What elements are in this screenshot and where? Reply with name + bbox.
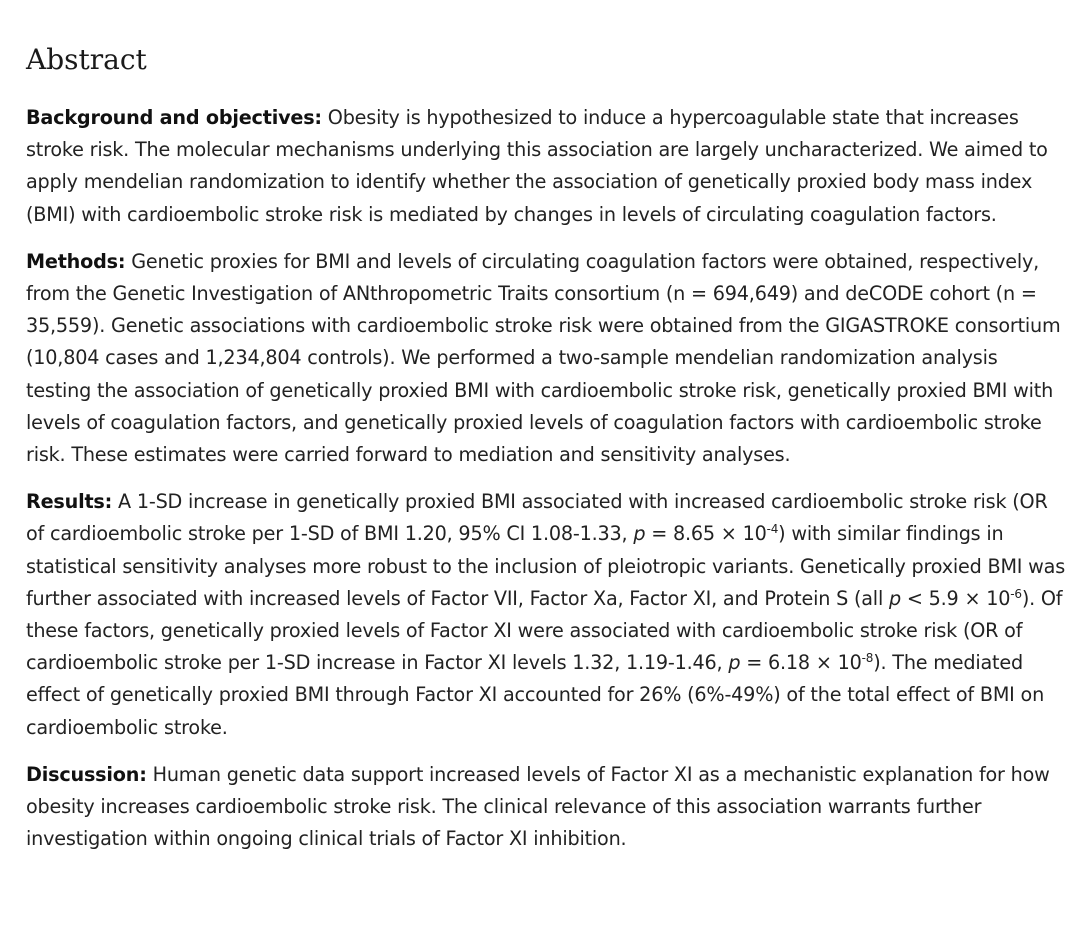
results-text-7: ). The mediated effect of genetically proxied BMI through Factor XI accounted for 26% (6%-49%) of the total effect of BMI on cardioembolic stroke. xyxy=(26,651,1045,739)
p-value-symbol-3: p xyxy=(728,651,741,675)
discussion-label: Discussion: xyxy=(26,762,147,786)
exponent-3: -8 xyxy=(861,651,874,666)
results-text-2: = 8.65 × 10 xyxy=(645,522,767,546)
background-label: Background and objectives: xyxy=(26,106,322,129)
background-paragraph xyxy=(26,102,1066,231)
p-value-symbol-1: p xyxy=(633,522,646,546)
exponent-2: -6 xyxy=(1010,586,1022,601)
abstract-section xyxy=(26,40,1066,870)
exponent-1: -4 xyxy=(766,522,779,537)
results-text-5: ). Of these factors, genetically proxied levels of Factor XI were associated with cardioembolic stroke risk (OR of cardioembolic stroke per 1-SD increase in Factor XI levels 1.32, 1.19-1.46, xyxy=(26,586,1063,675)
abstract-heading: Abstract xyxy=(26,43,147,76)
results-text-1: A 1-SD increase in genetically proxied BMI associated with increased cardioembolic stroke risk (OR of cardioembolic stroke per 1-SD of BMI 1.20, 95% CI 1.08-1.33, xyxy=(26,490,1048,546)
discussion-text: Human genetic data support increased levels of Factor XI as a mechanistic explanation for how obesity increases cardioembolic stroke risk. The clinical relevance of this association warrants further investigation within ongoing clinical trials of Factor XI inhibition. xyxy=(26,762,1050,851)
p-value-symbol-2: p xyxy=(888,586,901,610)
results-text-6: = 6.18 × 10 xyxy=(740,651,862,675)
results-paragraph xyxy=(26,486,1066,744)
methods-text: Genetic proxies for BMI and levels of circulating coagulation factors were obtained, respectively, from the Genetic Investigation of ANthropometric Traits consortium (n = 694,649) and deCODE cohort (n = 35,559). Genetic associations with cardioembolic stroke risk were obtained from the GIGASTROKE consortium (10,804 cases and 1,234,804 controls). We performed a two-sample mendelian randomization analysis testing the association of genetically proxied BMI with cardioembolic stroke risk, genetically proxied BMI with levels of coagulation factors, and genetically proxied levels of coagulation factors with cardioembolic stroke risk. These estimates were carried forward to mediation and sensitivity analyses. xyxy=(26,249,1061,467)
methods-paragraph xyxy=(26,246,1066,471)
methods-label: Methods: xyxy=(26,249,126,273)
background-text: Obesity is hypothesized to induce a hypercoagulable state that increases stroke risk. The molecular mechanisms underlying this association are largely uncharacterized. We aimed to apply mendelian randomization to identify whether the association of genetically proxied body mass index (BMI) with cardioembolic stroke risk is mediated by changes in levels of circulating coagulation factors. xyxy=(26,106,1048,226)
results-text-4: < 5.9 × 10 xyxy=(900,586,1011,610)
results-label: Results: xyxy=(26,490,113,514)
discussion-paragraph xyxy=(26,759,1066,856)
results-text-3: ) with similar findings in statistical sensitivity analyses more robust to the inclusion of pleiotropic variants. Genetically proxied BMI was further associated with increased levels of Factor VII, Factor Xa, Factor XI, and Protein S (all xyxy=(26,522,1066,610)
